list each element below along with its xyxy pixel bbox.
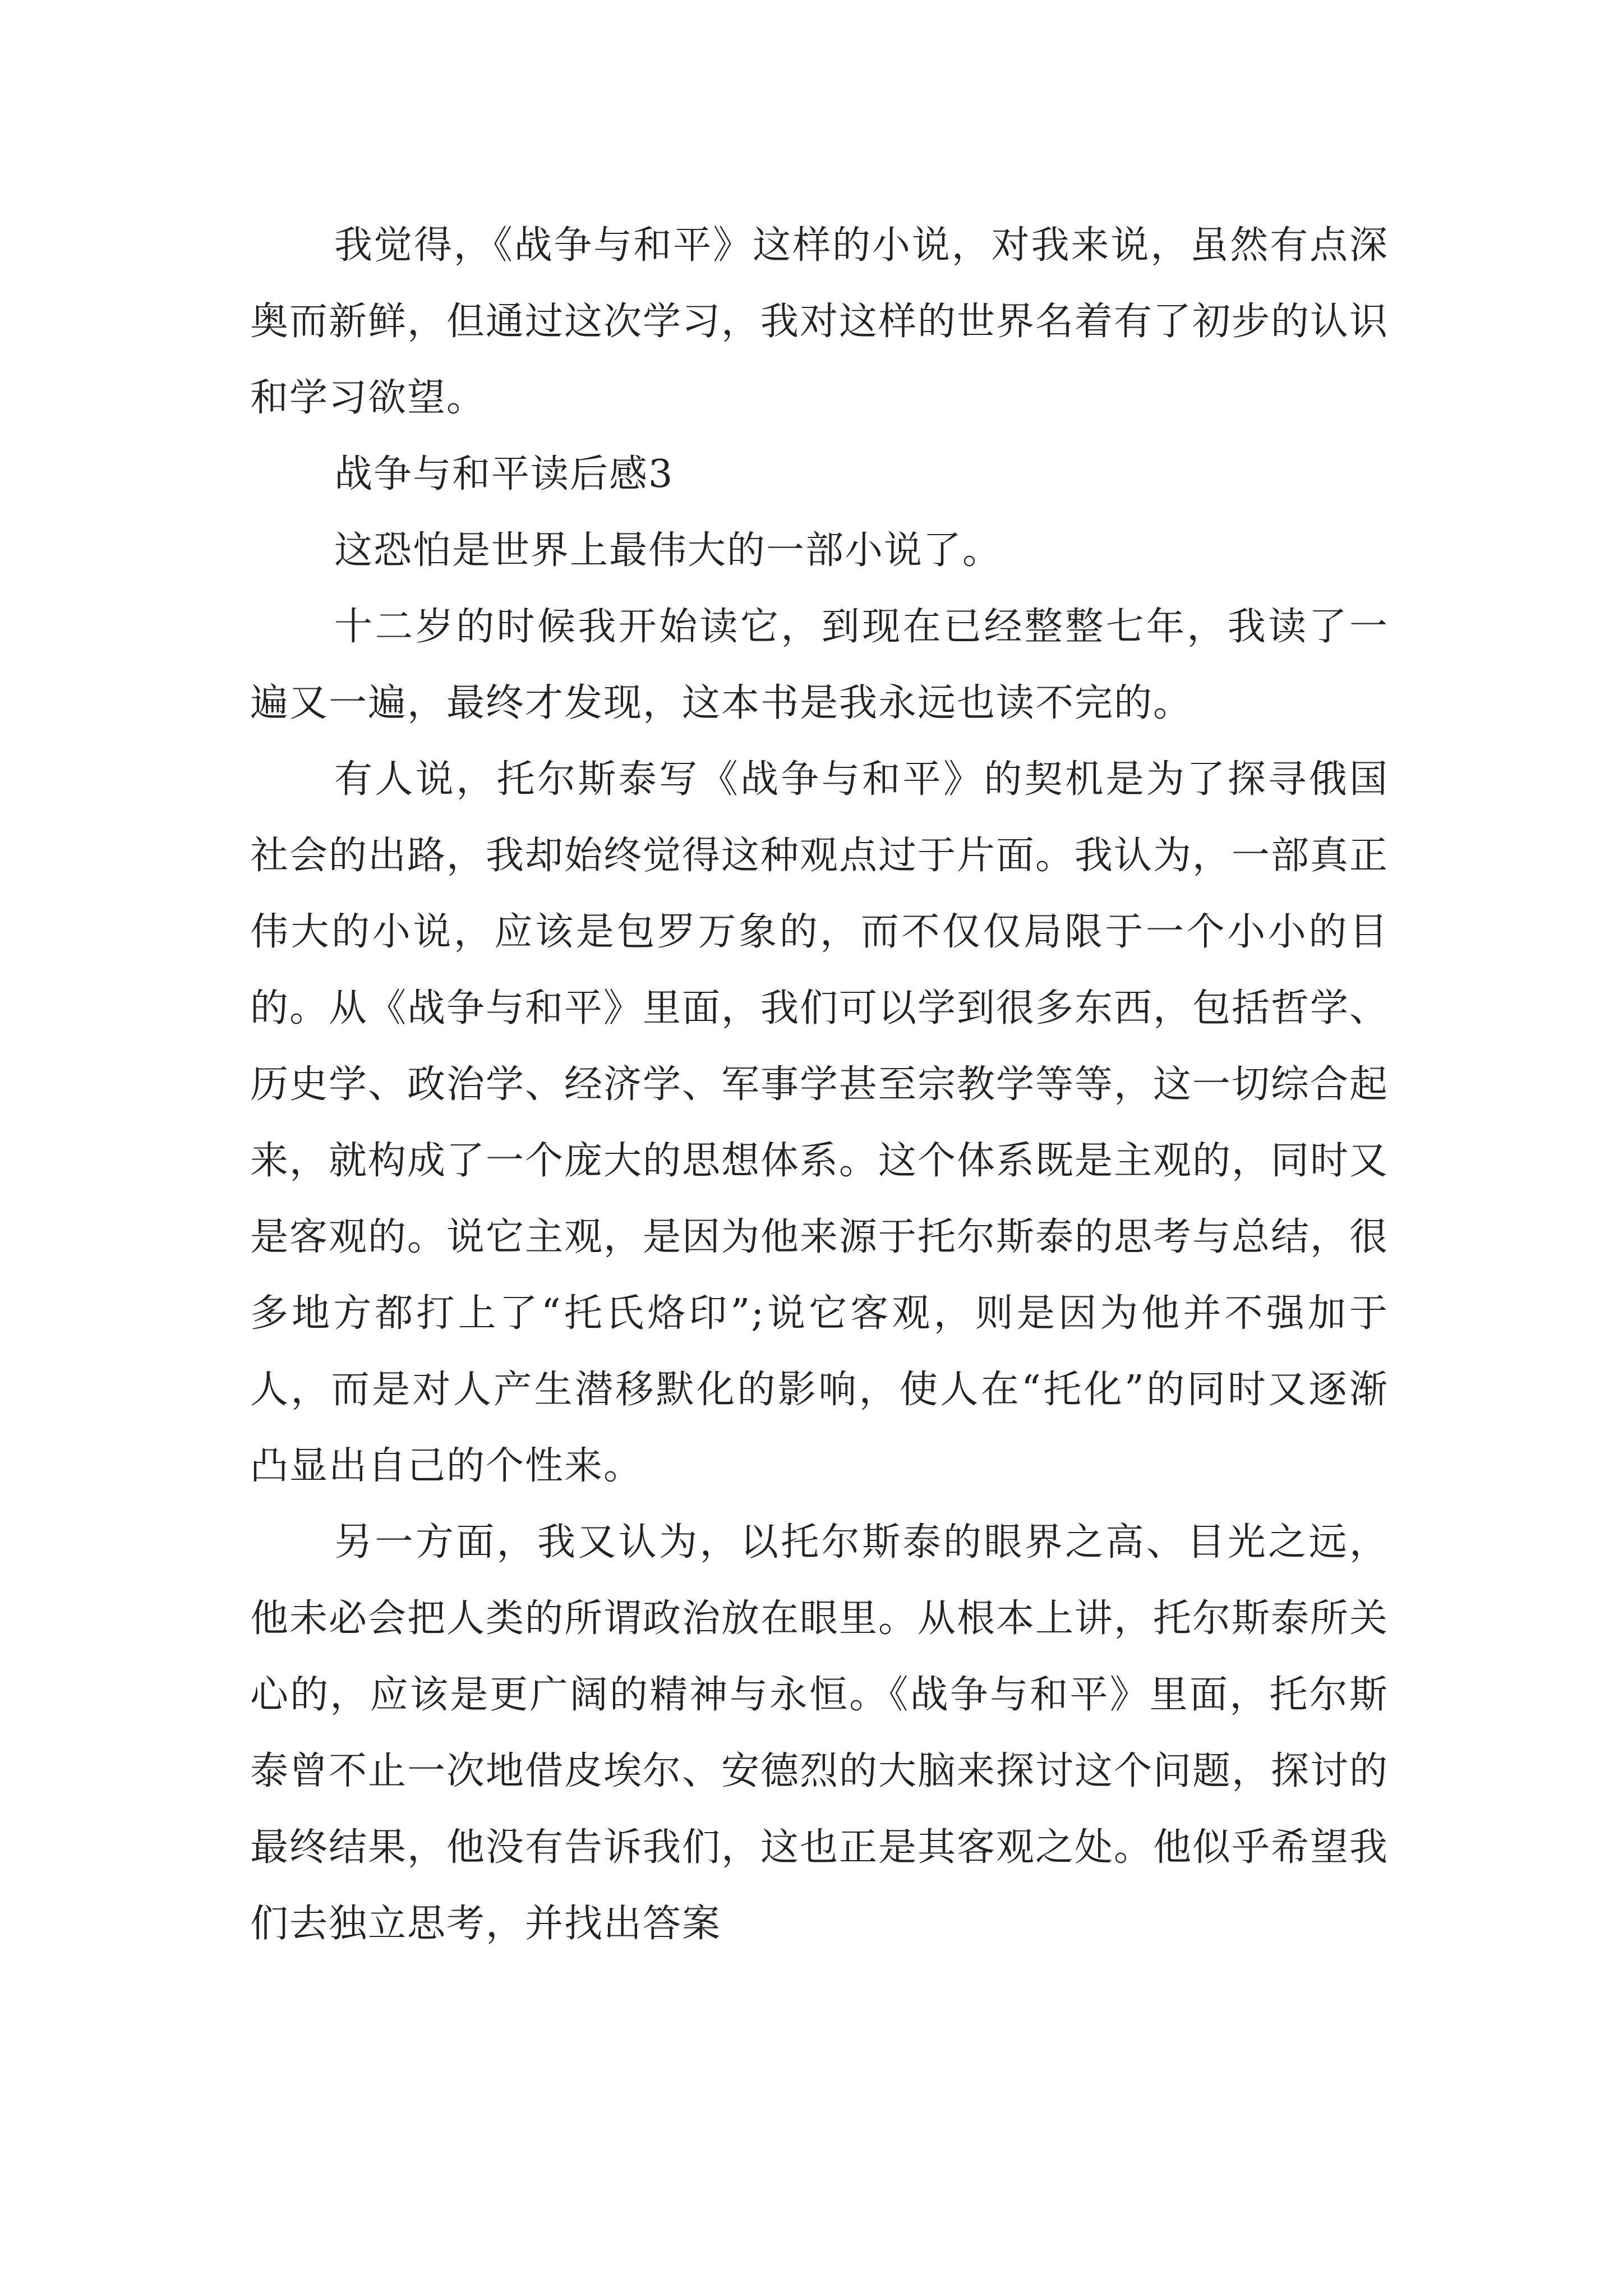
paragraph-motive: 有人说，托尔斯泰写《战争与和平》的契机是为了探寻俄国社会的出路，我却始终觉得这种观点过于片面。我认为，一部真正伟大的小说，应该是包罗万象的，而不仅仅局限于一个小小的目的。从《战争与和平》里面，我们可以学到很多东西，包括哲学、历史学、政治学、经济学、军事学甚至宗教学等等，这一切综合起来，就构成了一个庞大的思想体系。这个体系既是主观的，同时又是客观的。说它主观，是因为他来源于托尔斯泰的思考与总结，很多地方都打上了“托氏烙印”;说它客观，则是因为他并不强加于人，而是对人产生潜移默化的影响，使人在“托化”的同时又逐渐凸显出自己的个性来。 — [250, 757, 1389, 1488]
paragraph-opening: 这恐怕是世界上最伟大的一部小说了。 — [334, 528, 1002, 573]
paragraph-perspective: 另一方面，我又认为，以托尔斯泰的眼界之高、目光之远，他未必会把人类的所谓政治放在眼里。从根本上讲，托尔斯泰所关心的，应该是更广阔的精神与永恒。《战争与和平》里面，托尔斯泰曾不止一次地借皮埃尔、安德烈的大脑来探讨这个问题，探讨的最终结果，他没有告诉我们，这也正是其客观之处。他似乎希望我们去独立思考，并找出答案 — [250, 1520, 1389, 1946]
body-text — [250, 208, 1389, 1962]
paragraph-conclusion: 我觉得，《战争与和平》这样的小说，对我来说，虽然有点深奥而新鲜，但通过这次学习，我对这样的世界名着有了初步的认识和学习欲望。 — [250, 223, 1389, 420]
paragraph-reading-history: 十二岁的时候我开始读它，到现在已经整整七年，我读了一遍又一遍，最终才发现，这本书是我永远也读不完的。 — [250, 605, 1389, 725]
section-heading: 战争与和平读后感3 — [334, 452, 674, 496]
